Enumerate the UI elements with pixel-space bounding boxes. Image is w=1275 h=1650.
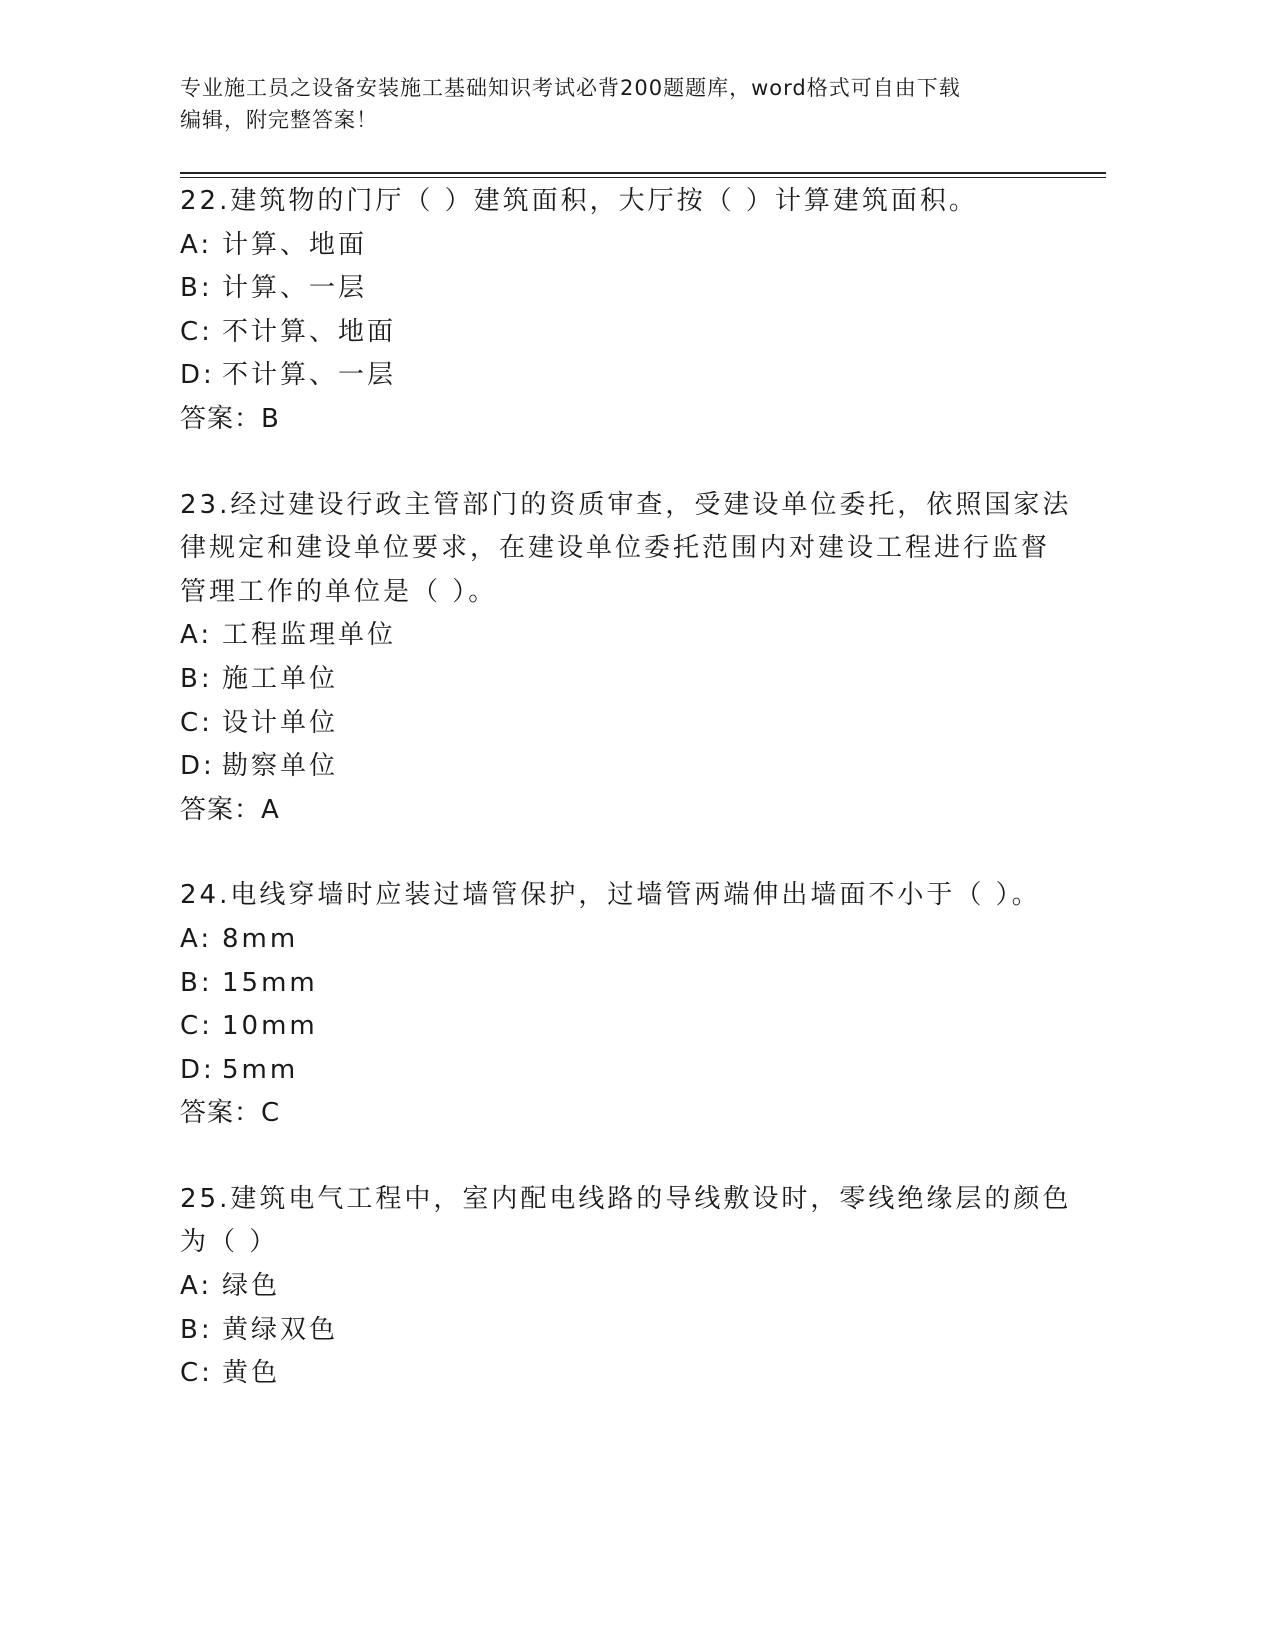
question-25 [180, 1178, 1080, 1396]
option-key: A: [180, 229, 213, 260]
option-key: B: [180, 273, 213, 304]
option-text: 不计算、地面 [222, 316, 397, 347]
option-text: 10mm [222, 1011, 318, 1042]
stem-line: 23.经过建设行政主管部门的资质审查，受建设单位委托，依照国家法 [180, 489, 1072, 520]
question-24 [180, 874, 1080, 1136]
option-b [180, 1309, 1080, 1353]
option-text: 不计算、一层 [222, 360, 397, 391]
option-c [180, 311, 1080, 355]
option-text: 15mm [222, 967, 318, 998]
question-stem [180, 484, 1080, 615]
answer-line: 答案：B [180, 403, 280, 434]
option-key: C: [180, 1358, 213, 1389]
answer-line: 答案：C [180, 1098, 281, 1129]
option-key: C: [180, 707, 213, 738]
option-key: C: [180, 316, 213, 347]
option-key: A: [180, 1271, 213, 1302]
header-title-line-1: 专业施工员之设备安装施工基础知识考试必背200题题库，word格式可自由下载 [180, 76, 961, 100]
option-b [180, 658, 1080, 702]
option-c [180, 1352, 1080, 1396]
question-stem [180, 180, 1080, 224]
header-divider-thin [180, 177, 1106, 178]
option-text: 计算、地面 [222, 229, 368, 260]
option-c [180, 1005, 1080, 1049]
option-d [180, 745, 1080, 789]
option-key: A: [180, 620, 213, 651]
answer-line: 答案：A [180, 794, 280, 825]
stem-line: 律规定和建设单位要求，在建设单位委托范围内对建设工程进行监督 [180, 533, 1051, 564]
option-text: 8mm [222, 923, 299, 954]
option-a [180, 614, 1080, 658]
option-key: B: [180, 1314, 213, 1345]
stem-line: 22.建筑物的门厅（ ）建筑面积，大厅按（ ）计算建筑面积。 [180, 186, 978, 216]
option-text: 设计单位 [222, 707, 339, 738]
question-22 [180, 180, 1080, 442]
stem-line: 为（ ） [180, 1227, 279, 1258]
stem-line: 管理工作的单位是（ ）。 [180, 576, 498, 607]
option-key: D: [180, 1054, 215, 1085]
option-a [180, 224, 1080, 268]
option-key: B: [180, 663, 213, 694]
option-text: 施工单位 [222, 663, 339, 694]
option-text: 勘察单位 [222, 751, 339, 782]
option-a [180, 1265, 1080, 1309]
option-d [180, 354, 1080, 398]
option-b [180, 267, 1080, 311]
header-divider-thick [180, 172, 1106, 174]
option-text: 黄绿双色 [222, 1314, 339, 1345]
option-key: A: [180, 923, 213, 954]
option-a [180, 918, 1080, 962]
option-text: 计算、一层 [222, 273, 368, 304]
option-text: 工程监理单位 [222, 620, 397, 651]
option-b [180, 962, 1080, 1006]
document-header [180, 72, 1080, 136]
header-title-line-2: 编辑，附完整答案！ [180, 108, 378, 132]
question-23 [180, 484, 1080, 833]
option-key: B: [180, 967, 213, 998]
option-key: D: [180, 751, 215, 782]
question-list [180, 180, 1080, 1438]
option-d [180, 1049, 1080, 1093]
option-c [180, 702, 1080, 746]
question-stem [180, 874, 1080, 918]
option-text: 绿色 [222, 1271, 281, 1302]
stem-line: 25.建筑电气工程中，室内配电线路的导线敷设时，零线绝缘层的颜色 [180, 1183, 1072, 1214]
question-stem [180, 1178, 1080, 1265]
stem-line: 24.电线穿墙时应装过墙管保护，过墙管两端伸出墙面不小于（ ）。 [180, 880, 1041, 911]
option-text: 5mm [222, 1054, 299, 1085]
option-text: 黄色 [222, 1358, 281, 1389]
option-key: C: [180, 1011, 213, 1042]
option-key: D: [180, 360, 215, 391]
